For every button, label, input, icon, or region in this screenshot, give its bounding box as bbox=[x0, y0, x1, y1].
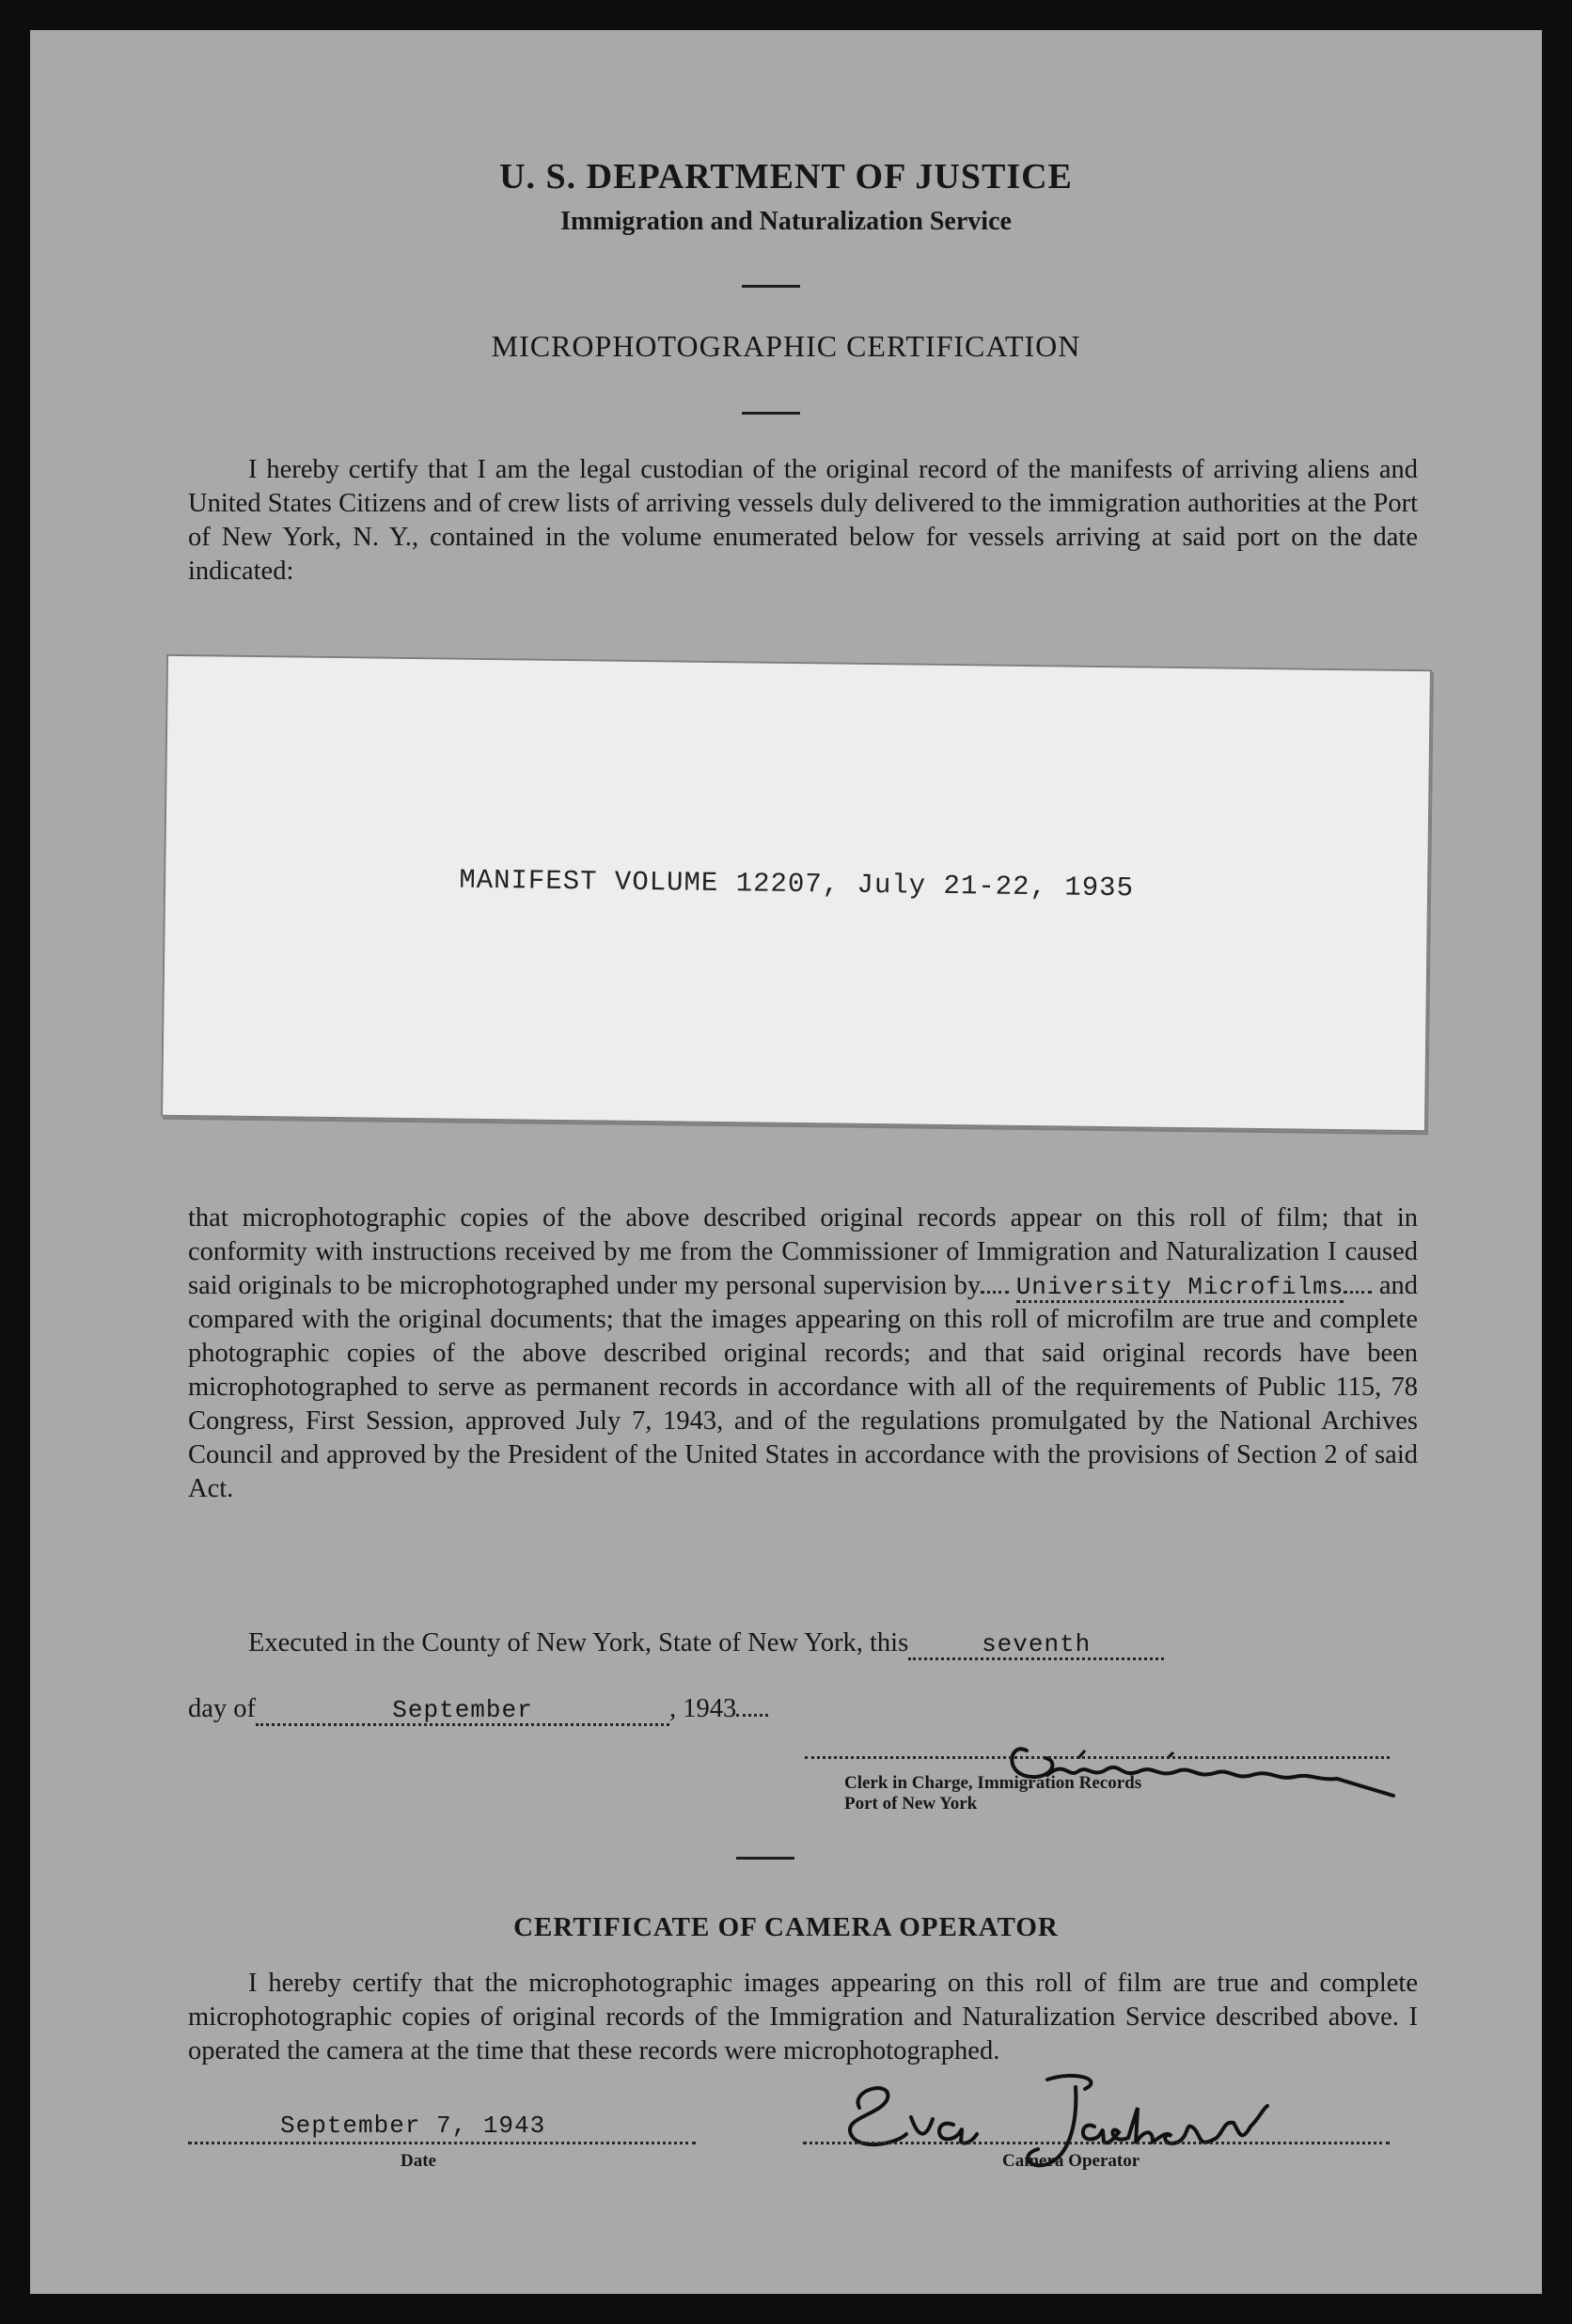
department-title: U. S. DEPARTMENT OF JUSTICE bbox=[499, 157, 1073, 196]
manifest-volume-card bbox=[161, 654, 1432, 1132]
date-line bbox=[188, 2142, 696, 2144]
operator-company: University Microfilms bbox=[1015, 1273, 1344, 1301]
camera-operator-label: Camera Operator bbox=[1002, 2151, 1140, 2171]
day-of-line bbox=[188, 1694, 768, 1726]
camera-operator-paragraph: I hereby certify that the microphotographic images appearing on this roll of film are true and complete microphotographic copies of original records of the Immigration and Naturalization Service described above. I operated the camera at the time that these records were microphotographed. bbox=[188, 1969, 1418, 2065]
execution-day: seventh bbox=[908, 1631, 1164, 1660]
manifest-volume-text: MANIFEST VOLUME 12207, July 21-22, 1935 bbox=[459, 864, 1135, 904]
camera-operator-line bbox=[803, 2142, 1390, 2144]
body-text-before: that microphotographic copies of the above described original records appear on this roll of film; that in conformity with instructions received by me from the Commissioner of Immigration and Naturalization I caused said originals to be microphotographed under my personal supervision by bbox=[188, 1203, 1418, 1300]
clerk-title-line1: Clerk in Charge, Immigration Records bbox=[844, 1773, 1142, 1793]
divider bbox=[736, 1857, 794, 1860]
body-text-after: and compared with the original documents; that the images appearing on this roll of microfilm are true and complete photographic copies of the above described original records; and that said original records have been microphotographed to serve as permanent records in accordance with all of the requirements of Public 115, 78 Congress, First Session, approved July 7, 1943, and of the regulations promulgated by the National Archives Council and approved by the President of the United States in accordance with the provisions of Section 2 of said Act. bbox=[188, 1271, 1419, 1503]
camera-date: September 7, 1943 bbox=[280, 2112, 546, 2140]
camera-operator-title: CERTIFICATE OF CAMERA OPERATOR bbox=[513, 1912, 1059, 1942]
service-subtitle: Immigration and Naturalization Service bbox=[560, 207, 1012, 236]
body-paragraph bbox=[188, 1201, 1418, 1506]
certification-title: MICROPHOTOGRAPHIC CERTIFICATION bbox=[491, 329, 1081, 363]
certification-document bbox=[30, 30, 1542, 2294]
clerk-title bbox=[844, 1773, 1141, 1814]
clerk-signature-line bbox=[805, 1756, 1390, 1759]
execution-line bbox=[248, 1628, 1164, 1660]
intro-paragraph: I hereby certify that I am the legal custodian of the original record of the manifests of arriving aliens and United States Citizens and of crew lists of arriving vessels duly delivered to the immigration authorities at the Port of New York, N. Y., contained in the volume enumerated below for vessels arriving at said port on the date indicated: bbox=[188, 455, 1418, 586]
date-label: Date bbox=[401, 2151, 436, 2171]
clerk-title-line2: Port of New York bbox=[844, 1794, 978, 1814]
day-of-label: day of bbox=[188, 1694, 257, 1723]
execution-year: , 1943 bbox=[669, 1694, 737, 1723]
divider bbox=[742, 285, 800, 288]
execution-month: September bbox=[256, 1697, 669, 1726]
execution-prefix: Executed in the County of New York, State of New York, this bbox=[248, 1628, 909, 1657]
divider bbox=[742, 412, 800, 415]
